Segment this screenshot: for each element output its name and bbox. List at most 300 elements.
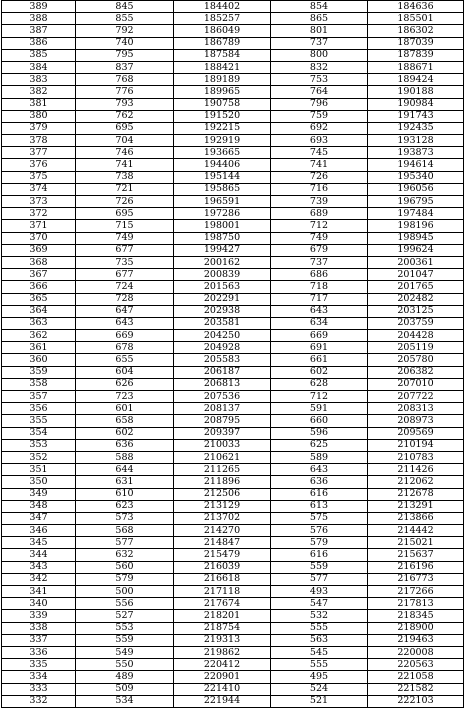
count-a-cell: 669	[76, 330, 174, 342]
table-row	[2, 86, 464, 98]
cumulative-a-cell: 219313	[174, 634, 271, 646]
table-row	[2, 208, 464, 220]
count-b-cell: 545	[271, 646, 368, 658]
count-b-cell: 521	[271, 695, 368, 707]
count-a-cell: 855	[76, 13, 174, 25]
cumulative-b-cell: 214442	[368, 525, 464, 537]
score-cell: 349	[2, 488, 76, 500]
cumulative-a-cell: 205583	[174, 354, 271, 366]
score-cell: 363	[2, 317, 76, 329]
cumulative-b-cell: 207010	[368, 378, 464, 390]
score-cell: 384	[2, 61, 76, 73]
cumulative-a-cell: 195865	[174, 183, 271, 195]
count-b-cell: 796	[271, 98, 368, 110]
score-cell: 380	[2, 110, 76, 122]
cumulative-b-cell: 208313	[368, 403, 464, 415]
cumulative-b-cell: 220008	[368, 646, 464, 658]
score-cell: 374	[2, 183, 76, 195]
count-a-cell: 623	[76, 500, 174, 512]
count-b-cell: 643	[271, 305, 368, 317]
count-b-cell: 745	[271, 147, 368, 159]
table-row	[2, 74, 464, 86]
count-b-cell: 613	[271, 500, 368, 512]
score-cell: 373	[2, 196, 76, 208]
score-cell: 345	[2, 537, 76, 549]
cumulative-b-cell: 187039	[368, 37, 464, 49]
count-a-cell: 559	[76, 634, 174, 646]
cumulative-a-cell: 189189	[174, 74, 271, 86]
cumulative-a-cell: 207536	[174, 391, 271, 403]
count-b-cell: 712	[271, 391, 368, 403]
count-a-cell: 647	[76, 305, 174, 317]
cumulative-b-cell: 203759	[368, 317, 464, 329]
count-b-cell: 669	[271, 330, 368, 342]
cumulative-a-cell: 218201	[174, 610, 271, 622]
count-b-cell: 737	[271, 37, 368, 49]
score-cell: 367	[2, 269, 76, 281]
count-b-cell: 547	[271, 598, 368, 610]
count-a-cell: 793	[76, 98, 174, 110]
cumulative-b-cell: 201765	[368, 281, 464, 293]
table-row	[2, 391, 464, 403]
count-a-cell: 658	[76, 415, 174, 427]
table-row	[2, 281, 464, 293]
score-cell: 365	[2, 293, 76, 305]
table-row	[2, 98, 464, 110]
count-b-cell: 628	[271, 378, 368, 390]
cumulative-b-cell: 218345	[368, 610, 464, 622]
score-cell: 381	[2, 98, 76, 110]
count-b-cell: 559	[271, 561, 368, 573]
score-cell: 387	[2, 25, 76, 37]
cumulative-a-cell: 200839	[174, 269, 271, 281]
cumulative-b-cell: 213291	[368, 500, 464, 512]
cumulative-a-cell: 187584	[174, 49, 271, 61]
count-b-cell: 689	[271, 208, 368, 220]
table-row	[2, 256, 464, 268]
cumulative-a-cell: 192919	[174, 135, 271, 147]
count-b-cell: 591	[271, 403, 368, 415]
cumulative-a-cell: 206187	[174, 366, 271, 378]
table-row	[2, 427, 464, 439]
score-cell: 338	[2, 622, 76, 634]
cumulative-a-cell: 216618	[174, 573, 271, 585]
table-row	[2, 1, 464, 13]
table-row	[2, 598, 464, 610]
count-a-cell: 604	[76, 366, 174, 378]
cumulative-a-cell: 184402	[174, 1, 271, 13]
count-b-cell: 717	[271, 293, 368, 305]
cumulative-b-cell: 213866	[368, 512, 464, 524]
cumulative-b-cell: 187839	[368, 49, 464, 61]
count-b-cell: 716	[271, 183, 368, 195]
score-cell: 375	[2, 171, 76, 183]
count-b-cell: 660	[271, 415, 368, 427]
count-b-cell: 616	[271, 549, 368, 561]
cumulative-a-cell: 217118	[174, 586, 271, 598]
cumulative-a-cell: 204250	[174, 330, 271, 342]
score-cell: 355	[2, 415, 76, 427]
table-row	[2, 537, 464, 549]
count-a-cell: 644	[76, 464, 174, 476]
count-b-cell: 718	[271, 281, 368, 293]
count-a-cell: 738	[76, 171, 174, 183]
table-row	[2, 232, 464, 244]
count-b-cell: 575	[271, 512, 368, 524]
cumulative-a-cell: 210621	[174, 451, 271, 463]
count-b-cell: 493	[271, 586, 368, 598]
count-a-cell: 489	[76, 671, 174, 683]
score-cell: 341	[2, 586, 76, 598]
table-row	[2, 244, 464, 256]
score-cell: 359	[2, 366, 76, 378]
cumulative-b-cell: 217266	[368, 586, 464, 598]
score-table	[1, 0, 464, 708]
cumulative-a-cell: 208795	[174, 415, 271, 427]
table-row	[2, 135, 464, 147]
count-a-cell: 721	[76, 183, 174, 195]
cumulative-a-cell: 193665	[174, 147, 271, 159]
score-cell: 360	[2, 354, 76, 366]
count-a-cell: 704	[76, 135, 174, 147]
cumulative-a-cell: 214847	[174, 537, 271, 549]
score-cell: 376	[2, 159, 76, 171]
cumulative-b-cell: 217813	[368, 598, 464, 610]
table-row	[2, 403, 464, 415]
cumulative-b-cell: 211426	[368, 464, 464, 476]
score-cell: 333	[2, 683, 76, 695]
cumulative-b-cell: 215637	[368, 549, 464, 561]
count-b-cell: 625	[271, 439, 368, 451]
score-cell: 371	[2, 220, 76, 232]
score-cell: 339	[2, 610, 76, 622]
table-row	[2, 549, 464, 561]
count-a-cell: 792	[76, 25, 174, 37]
count-a-cell: 626	[76, 378, 174, 390]
score-cell: 366	[2, 281, 76, 293]
cumulative-a-cell: 217674	[174, 598, 271, 610]
score-cell: 352	[2, 451, 76, 463]
count-a-cell: 568	[76, 525, 174, 537]
count-a-cell: 695	[76, 122, 174, 134]
count-b-cell: 589	[271, 451, 368, 463]
count-a-cell: 678	[76, 342, 174, 354]
table-row	[2, 13, 464, 25]
count-b-cell: 693	[271, 135, 368, 147]
count-a-cell: 746	[76, 147, 174, 159]
cumulative-b-cell: 212062	[368, 476, 464, 488]
table-row	[2, 525, 464, 537]
cumulative-b-cell: 207722	[368, 391, 464, 403]
count-b-cell: 692	[271, 122, 368, 134]
cumulative-a-cell: 185257	[174, 13, 271, 25]
cumulative-b-cell: 215021	[368, 537, 464, 549]
score-cell: 336	[2, 646, 76, 658]
cumulative-b-cell: 221058	[368, 671, 464, 683]
cumulative-b-cell: 189424	[368, 74, 464, 86]
score-cell: 340	[2, 598, 76, 610]
count-b-cell: 636	[271, 476, 368, 488]
count-a-cell: 602	[76, 427, 174, 439]
score-cell: 388	[2, 13, 76, 25]
cumulative-b-cell: 205119	[368, 342, 464, 354]
table-row	[2, 269, 464, 281]
cumulative-a-cell: 209397	[174, 427, 271, 439]
score-cell: 347	[2, 512, 76, 524]
cumulative-b-cell: 222103	[368, 695, 464, 707]
cumulative-b-cell: 198945	[368, 232, 464, 244]
cumulative-b-cell: 210783	[368, 451, 464, 463]
count-b-cell: 596	[271, 427, 368, 439]
cumulative-b-cell: 193128	[368, 135, 464, 147]
score-cell: 350	[2, 476, 76, 488]
count-a-cell: 728	[76, 293, 174, 305]
count-b-cell: 801	[271, 25, 368, 37]
count-b-cell: 741	[271, 159, 368, 171]
cumulative-b-cell: 186302	[368, 25, 464, 37]
table-row	[2, 451, 464, 463]
count-a-cell: 534	[76, 695, 174, 707]
cumulative-a-cell: 192215	[174, 122, 271, 134]
table-row	[2, 500, 464, 512]
cumulative-b-cell: 185501	[368, 13, 464, 25]
cumulative-b-cell: 208973	[368, 415, 464, 427]
table-row	[2, 378, 464, 390]
cumulative-a-cell: 216039	[174, 561, 271, 573]
count-a-cell: 740	[76, 37, 174, 49]
count-a-cell: 632	[76, 549, 174, 561]
count-a-cell: 579	[76, 573, 174, 585]
score-cell: 369	[2, 244, 76, 256]
cumulative-a-cell: 198750	[174, 232, 271, 244]
score-cell: 342	[2, 573, 76, 585]
count-b-cell: 764	[271, 86, 368, 98]
table-row	[2, 37, 464, 49]
cumulative-b-cell: 199624	[368, 244, 464, 256]
table-row	[2, 586, 464, 598]
cumulative-a-cell: 195144	[174, 171, 271, 183]
cumulative-b-cell: 194614	[368, 159, 464, 171]
score-table-body	[2, 1, 464, 708]
score-cell: 385	[2, 49, 76, 61]
score-cell: 332	[2, 695, 76, 707]
cumulative-a-cell: 220412	[174, 659, 271, 671]
count-b-cell: 712	[271, 220, 368, 232]
table-row	[2, 488, 464, 500]
count-b-cell: 832	[271, 61, 368, 73]
score-cell: 379	[2, 122, 76, 134]
count-b-cell: 726	[271, 171, 368, 183]
table-row	[2, 147, 464, 159]
score-cell: 389	[2, 1, 76, 13]
score-cell: 370	[2, 232, 76, 244]
table-row	[2, 659, 464, 671]
count-a-cell: 553	[76, 622, 174, 634]
count-b-cell: 800	[271, 49, 368, 61]
score-cell: 362	[2, 330, 76, 342]
count-b-cell: 495	[271, 671, 368, 683]
cumulative-a-cell: 213129	[174, 500, 271, 512]
count-a-cell: 795	[76, 49, 174, 61]
score-cell: 343	[2, 561, 76, 573]
table-row	[2, 110, 464, 122]
table-row	[2, 122, 464, 134]
count-b-cell: 739	[271, 196, 368, 208]
count-b-cell: 854	[271, 1, 368, 13]
count-a-cell: 636	[76, 439, 174, 451]
count-a-cell: 577	[76, 537, 174, 549]
cumulative-a-cell: 204928	[174, 342, 271, 354]
cumulative-b-cell: 203125	[368, 305, 464, 317]
count-b-cell: 737	[271, 256, 368, 268]
count-b-cell: 577	[271, 573, 368, 585]
score-cell: 344	[2, 549, 76, 561]
cumulative-a-cell: 218754	[174, 622, 271, 634]
cumulative-b-cell: 204428	[368, 330, 464, 342]
cumulative-b-cell: 202482	[368, 293, 464, 305]
cumulative-b-cell: 184636	[368, 1, 464, 13]
count-b-cell: 532	[271, 610, 368, 622]
count-a-cell: 631	[76, 476, 174, 488]
count-a-cell: 677	[76, 269, 174, 281]
count-b-cell: 661	[271, 354, 368, 366]
count-a-cell: 724	[76, 281, 174, 293]
cumulative-b-cell: 198196	[368, 220, 464, 232]
cumulative-a-cell: 221944	[174, 695, 271, 707]
score-cell: 377	[2, 147, 76, 159]
count-a-cell: 509	[76, 683, 174, 695]
count-b-cell: 679	[271, 244, 368, 256]
score-cell: 372	[2, 208, 76, 220]
count-a-cell: 573	[76, 512, 174, 524]
count-b-cell: 576	[271, 525, 368, 537]
table-row	[2, 622, 464, 634]
count-a-cell: 726	[76, 196, 174, 208]
count-a-cell: 845	[76, 1, 174, 13]
table-row	[2, 634, 464, 646]
count-b-cell: 686	[271, 269, 368, 281]
score-cell: 354	[2, 427, 76, 439]
count-b-cell: 602	[271, 366, 368, 378]
cumulative-a-cell: 189965	[174, 86, 271, 98]
score-cell: 334	[2, 671, 76, 683]
cumulative-a-cell: 190758	[174, 98, 271, 110]
cumulative-a-cell: 199427	[174, 244, 271, 256]
cumulative-b-cell: 219463	[368, 634, 464, 646]
cumulative-b-cell: 196056	[368, 183, 464, 195]
score-cell: 368	[2, 256, 76, 268]
count-a-cell: 735	[76, 256, 174, 268]
table-row	[2, 366, 464, 378]
count-a-cell: 741	[76, 159, 174, 171]
count-b-cell: 555	[271, 659, 368, 671]
cumulative-a-cell: 213702	[174, 512, 271, 524]
count-a-cell: 549	[76, 646, 174, 658]
count-a-cell: 527	[76, 610, 174, 622]
cumulative-a-cell: 191520	[174, 110, 271, 122]
cumulative-a-cell: 196591	[174, 196, 271, 208]
score-cell: 361	[2, 342, 76, 354]
score-cell: 335	[2, 659, 76, 671]
cumulative-a-cell: 219862	[174, 646, 271, 658]
cumulative-a-cell: 194406	[174, 159, 271, 171]
score-cell: 364	[2, 305, 76, 317]
count-b-cell: 749	[271, 232, 368, 244]
cumulative-b-cell: 195340	[368, 171, 464, 183]
table-row	[2, 671, 464, 683]
table-row	[2, 354, 464, 366]
table-row	[2, 171, 464, 183]
score-cell: 337	[2, 634, 76, 646]
count-a-cell: 500	[76, 586, 174, 598]
count-a-cell: 655	[76, 354, 174, 366]
cumulative-a-cell: 203581	[174, 317, 271, 329]
table-row	[2, 573, 464, 585]
count-b-cell: 691	[271, 342, 368, 354]
table-row	[2, 610, 464, 622]
count-b-cell: 759	[271, 110, 368, 122]
cumulative-b-cell: 190188	[368, 86, 464, 98]
cumulative-b-cell: 218900	[368, 622, 464, 634]
cumulative-b-cell: 197484	[368, 208, 464, 220]
cumulative-b-cell: 193873	[368, 147, 464, 159]
cumulative-b-cell: 205780	[368, 354, 464, 366]
cumulative-b-cell: 196795	[368, 196, 464, 208]
cumulative-a-cell: 202938	[174, 305, 271, 317]
count-a-cell: 643	[76, 317, 174, 329]
score-cell: 356	[2, 403, 76, 415]
count-a-cell: 601	[76, 403, 174, 415]
count-a-cell: 695	[76, 208, 174, 220]
cumulative-a-cell: 212506	[174, 488, 271, 500]
cumulative-a-cell: 202291	[174, 293, 271, 305]
cumulative-b-cell: 200361	[368, 256, 464, 268]
cumulative-a-cell: 197286	[174, 208, 271, 220]
score-cell: 382	[2, 86, 76, 98]
cumulative-a-cell: 206813	[174, 378, 271, 390]
score-cell: 357	[2, 391, 76, 403]
table-row	[2, 49, 464, 61]
count-a-cell: 610	[76, 488, 174, 500]
table-row	[2, 683, 464, 695]
cumulative-b-cell: 191743	[368, 110, 464, 122]
table-row	[2, 342, 464, 354]
count-a-cell: 749	[76, 232, 174, 244]
count-b-cell: 563	[271, 634, 368, 646]
count-a-cell: 560	[76, 561, 174, 573]
score-cell: 358	[2, 378, 76, 390]
table-row	[2, 330, 464, 342]
cumulative-a-cell: 208137	[174, 403, 271, 415]
score-cell: 346	[2, 525, 76, 537]
score-cell: 386	[2, 37, 76, 49]
count-a-cell: 776	[76, 86, 174, 98]
cumulative-a-cell: 198001	[174, 220, 271, 232]
count-a-cell: 677	[76, 244, 174, 256]
count-b-cell: 555	[271, 622, 368, 634]
cumulative-a-cell: 211896	[174, 476, 271, 488]
cumulative-b-cell: 221582	[368, 683, 464, 695]
cumulative-b-cell: 212678	[368, 488, 464, 500]
table-row	[2, 512, 464, 524]
count-b-cell: 634	[271, 317, 368, 329]
cumulative-b-cell: 220563	[368, 659, 464, 671]
cumulative-b-cell: 206382	[368, 366, 464, 378]
table-row	[2, 476, 464, 488]
count-a-cell: 588	[76, 451, 174, 463]
cumulative-a-cell: 186789	[174, 37, 271, 49]
count-a-cell: 837	[76, 61, 174, 73]
